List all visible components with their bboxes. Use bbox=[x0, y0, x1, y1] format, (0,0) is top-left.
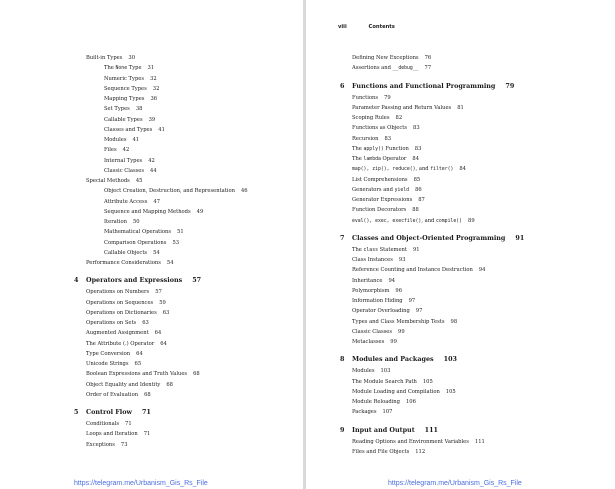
toc-entry bbox=[86, 308, 248, 318]
entry-title: Unicode Strings bbox=[86, 361, 129, 367]
entry-page-number: 68 bbox=[144, 391, 151, 398]
entry-title: Polymorphism bbox=[352, 287, 390, 294]
entry-page-number: 112 bbox=[415, 448, 426, 455]
entry-title: Classes and Object-Oriented Programming bbox=[352, 233, 506, 242]
toc-entry bbox=[352, 276, 524, 286]
entry-page-number: 105 bbox=[445, 388, 456, 395]
entry-page-number: 65 bbox=[134, 361, 142, 367]
entry-title: Mathematical Operations bbox=[104, 229, 172, 236]
toc-entry bbox=[86, 115, 248, 125]
toc-entry bbox=[352, 185, 524, 195]
entry-title: Modules bbox=[352, 368, 375, 375]
code-text: compile() bbox=[436, 218, 463, 224]
code-text: apply() bbox=[363, 146, 384, 152]
entry-page-number: 83 bbox=[413, 125, 420, 132]
entry-title: Classes and Types bbox=[104, 126, 153, 133]
entry-page-number: 54 bbox=[166, 260, 174, 266]
toc-entry bbox=[352, 327, 524, 337]
toc-entry bbox=[352, 113, 524, 123]
entry-title: Generators and bbox=[352, 186, 395, 193]
entry-page-number: 59 bbox=[159, 299, 166, 306]
entry-title: Statement bbox=[377, 246, 407, 253]
toc-entry bbox=[352, 387, 524, 397]
toc-entry bbox=[352, 134, 524, 144]
toc-entry bbox=[86, 390, 248, 400]
entry-page-number: 88 bbox=[412, 207, 419, 214]
toc-entry bbox=[86, 248, 248, 258]
entry-title: Special Methods bbox=[86, 178, 130, 184]
entry-page-number: 91 bbox=[412, 246, 420, 253]
toc-entry bbox=[86, 145, 248, 155]
toc-entry bbox=[86, 53, 248, 63]
entry-title: Built-in Types bbox=[86, 55, 123, 61]
entry-title: List Comprehensions bbox=[352, 176, 408, 183]
entry-title: Internal Types bbox=[104, 157, 143, 164]
left-page bbox=[0, 0, 303, 489]
entry-title: Files and File Objects bbox=[352, 448, 410, 455]
toc-entry bbox=[352, 407, 524, 417]
entry-title: Operations on Sequences bbox=[86, 299, 154, 306]
entry-page-number: 96 bbox=[395, 287, 403, 294]
entry-page-number: 54 bbox=[153, 249, 160, 256]
running-header bbox=[338, 24, 395, 30]
entry-page-number: 97 bbox=[408, 298, 416, 304]
entry-page-number: 91 bbox=[515, 233, 525, 242]
chapter-entry bbox=[340, 80, 524, 93]
toc-entry bbox=[86, 429, 248, 439]
entry-page-number: 76 bbox=[424, 55, 432, 61]
entry-title: The Module Search Path bbox=[352, 378, 417, 385]
entry-title: Exceptions bbox=[86, 441, 115, 448]
entry-page-number: 79 bbox=[384, 94, 391, 101]
entry-title: The bbox=[352, 246, 364, 253]
toc-entry bbox=[352, 337, 524, 347]
entry-page-number: 99 bbox=[398, 328, 405, 335]
toc-entry bbox=[352, 447, 524, 457]
header-title: Contents bbox=[368, 24, 395, 30]
entry-page-number: 39 bbox=[148, 116, 156, 123]
entry-page-number: 99 bbox=[390, 339, 397, 345]
entry-page-number: 83 bbox=[414, 145, 422, 152]
entry-page-number: 64 bbox=[154, 330, 162, 337]
entry-title: Generator Expressions bbox=[352, 197, 413, 203]
entry-title: Operations on Dictionaries bbox=[86, 309, 157, 316]
toc-entry bbox=[86, 359, 248, 369]
entry-page-number: 63 bbox=[162, 309, 170, 316]
entry-page-number: 63 bbox=[142, 320, 149, 326]
entry-title: Reference Counting and Instance Destruction bbox=[352, 267, 473, 274]
entry-page-number: 83 bbox=[384, 135, 392, 142]
entry-title: The Attribute (.) Operator bbox=[86, 340, 155, 347]
code-text: __debug__ bbox=[392, 66, 419, 72]
chapter-number: 8 bbox=[340, 355, 345, 364]
entry-page-number: 82 bbox=[395, 115, 403, 121]
code-text: yield bbox=[394, 187, 410, 193]
chapter-entry bbox=[74, 406, 248, 419]
entry-title: Reading Options and Environment Variables bbox=[352, 438, 469, 445]
toc-entry bbox=[86, 176, 248, 186]
entry-page-number: 71 bbox=[125, 421, 132, 427]
entry-title: Files bbox=[104, 147, 117, 154]
entry-title: Recursion bbox=[352, 135, 379, 142]
toc-entry bbox=[86, 440, 248, 450]
toc-entry bbox=[352, 255, 524, 265]
toc-entry bbox=[86, 197, 248, 207]
toc-entry bbox=[352, 205, 524, 215]
chapter-entry bbox=[340, 424, 524, 437]
toc-entry bbox=[86, 217, 248, 227]
entry-page-number: 73 bbox=[120, 441, 128, 448]
entry-title: Callable Types bbox=[104, 116, 143, 123]
entry-page-number: 47 bbox=[153, 198, 160, 205]
entry-page-number: 71 bbox=[143, 431, 151, 438]
toc-entry bbox=[86, 287, 248, 297]
code-text: filter() bbox=[430, 167, 454, 173]
chapter-entry bbox=[340, 353, 524, 366]
toc-entry bbox=[86, 104, 248, 114]
toc-entry bbox=[352, 216, 524, 226]
entry-title: Type Conversion bbox=[86, 350, 131, 357]
entry-page-number: 32 bbox=[150, 75, 157, 82]
toc-entry bbox=[352, 154, 524, 164]
chapter-number: 9 bbox=[340, 425, 345, 434]
entry-page-number: 89 bbox=[468, 217, 475, 224]
toc-list bbox=[74, 53, 248, 450]
toc-entry bbox=[352, 123, 524, 133]
entry-title: The bbox=[352, 156, 364, 162]
toc-entry bbox=[86, 166, 248, 176]
entry-title: Set Types bbox=[104, 106, 130, 113]
entry-title: Defining New Exceptions bbox=[352, 55, 419, 61]
watermark-link[interactable]: https://telegram.me/Urbanism_Gis_Rs_File bbox=[74, 480, 208, 487]
page-number: viii bbox=[338, 24, 347, 30]
entry-title: Modules and Packages bbox=[352, 355, 434, 364]
entry-page-number: 30 bbox=[128, 55, 136, 61]
entry-page-number: 98 bbox=[450, 318, 458, 325]
entry-title: Callable Objects bbox=[104, 249, 148, 256]
toc-entry bbox=[86, 125, 248, 135]
toc-entry bbox=[352, 93, 524, 103]
code-text: map(), zip(), reduce() bbox=[352, 167, 416, 173]
entry-page-number: 31 bbox=[147, 65, 155, 72]
toc-entry bbox=[352, 317, 524, 327]
chapter-entry bbox=[340, 232, 525, 245]
entry-title: Attribute Access bbox=[104, 198, 148, 205]
toc-entry bbox=[352, 306, 524, 316]
toc-entry bbox=[86, 94, 248, 104]
toc-entry bbox=[86, 207, 248, 217]
toc-entry bbox=[352, 144, 524, 154]
toc-entry bbox=[352, 296, 524, 306]
entry-page-number: 44 bbox=[150, 167, 157, 174]
toc-entry bbox=[86, 186, 248, 196]
entry-title: Augmented Assignment bbox=[86, 330, 149, 337]
entry-title: Conditionals bbox=[86, 421, 120, 427]
entry-page-number: 85 bbox=[413, 176, 421, 183]
entry-page-number: 71 bbox=[141, 408, 151, 416]
entry-page-number: 106 bbox=[405, 399, 416, 405]
chapter-number: 4 bbox=[74, 276, 79, 285]
entry-title: Module Loading and Compilation bbox=[352, 388, 440, 395]
chapter-number: 5 bbox=[74, 408, 79, 416]
toc-entry bbox=[86, 328, 248, 338]
entry-title: Order of Evaluation bbox=[86, 391, 139, 398]
entry-page-number: 64 bbox=[160, 340, 167, 347]
toc-entry bbox=[86, 298, 248, 308]
toc-entry bbox=[86, 135, 248, 145]
code-text: lambda bbox=[363, 157, 381, 162]
entry-title: Classic Classes bbox=[352, 328, 393, 335]
entry-title: Function bbox=[383, 145, 409, 152]
entry-title: Metaclasses bbox=[352, 339, 385, 345]
entry-page-number: 41 bbox=[158, 126, 165, 133]
entry-page-number: 93 bbox=[398, 257, 406, 263]
toc-entry bbox=[352, 63, 524, 73]
entry-page-number: 45 bbox=[135, 178, 143, 184]
toc-entry bbox=[86, 380, 248, 390]
entry-title: Numeric Types bbox=[104, 75, 145, 82]
entry-page-number: 103 bbox=[443, 355, 457, 364]
entry-title: Control Flow bbox=[86, 408, 132, 416]
entry-title: Operators and Expressions bbox=[86, 276, 183, 285]
toc-entry bbox=[86, 238, 248, 248]
toc-entry bbox=[86, 156, 248, 166]
toc-list bbox=[340, 53, 525, 457]
toc-entry bbox=[86, 227, 248, 237]
toc-entry bbox=[86, 258, 248, 268]
entry-page-number: 111 bbox=[474, 438, 485, 445]
toc-entry bbox=[352, 103, 524, 113]
entry-title: Operator Overloading bbox=[352, 308, 410, 315]
entry-page-number: 64 bbox=[136, 350, 143, 357]
entry-page-number: 103 bbox=[380, 368, 391, 375]
entry-title: Operator bbox=[380, 156, 407, 162]
entry-title: Operations on Numbers bbox=[86, 289, 150, 296]
chapter-number: 6 bbox=[340, 81, 345, 90]
entry-title: The bbox=[352, 145, 364, 152]
entry-title: Functions as Objects bbox=[352, 125, 408, 132]
entry-page-number: 77 bbox=[424, 65, 432, 72]
entry-page-number: 53 bbox=[172, 239, 180, 246]
entry-title: Class Instances bbox=[352, 257, 393, 263]
toc-entry bbox=[86, 369, 248, 379]
entry-title: Modules bbox=[104, 137, 127, 143]
entry-title: Assertions and bbox=[352, 65, 393, 72]
code-text: class bbox=[363, 247, 378, 253]
toc-entry bbox=[352, 397, 524, 407]
toc-entry bbox=[352, 366, 524, 376]
code-text: eval(), exec, execfile() bbox=[352, 218, 422, 224]
entry-title: Packages bbox=[352, 409, 377, 416]
entry-page-number: 94 bbox=[478, 267, 486, 274]
code-text: None bbox=[115, 66, 128, 72]
toc-entry bbox=[352, 164, 524, 174]
entry-title: Performance Considerations bbox=[86, 260, 161, 266]
toc-entry bbox=[352, 265, 524, 275]
entry-page-number: 49 bbox=[196, 208, 204, 215]
entry-title: Input and Output bbox=[352, 425, 415, 434]
entry-title: Classic Classes bbox=[104, 167, 145, 174]
entry-page-number: 87 bbox=[418, 197, 425, 203]
chapter-entry bbox=[74, 274, 248, 287]
entry-title: Sequence and Mapping Methods bbox=[104, 208, 191, 215]
entry-title: Functions and Functional Programming bbox=[352, 81, 496, 90]
toc-entry bbox=[352, 53, 524, 63]
toc-entry bbox=[86, 349, 248, 359]
entry-title: , and bbox=[415, 166, 431, 173]
entry-page-number: 51 bbox=[177, 229, 184, 236]
toc-entry bbox=[352, 195, 524, 205]
toc-entry bbox=[86, 74, 248, 84]
entry-page-number: 84 bbox=[459, 166, 466, 173]
entry-title: Operations on Sets bbox=[86, 320, 137, 326]
entry-page-number: 50 bbox=[132, 219, 140, 225]
entry-title: Scoping Rules bbox=[352, 115, 390, 121]
entry-title: Type bbox=[127, 65, 142, 72]
entry-title: Inheritance bbox=[352, 277, 383, 284]
toc-entry bbox=[86, 339, 248, 349]
entry-page-number: 42 bbox=[148, 157, 155, 164]
entry-page-number: 57 bbox=[192, 276, 202, 285]
toc-entry bbox=[352, 175, 524, 185]
entry-title: Parameter Passing and Return Values bbox=[352, 104, 452, 111]
entry-page-number: 94 bbox=[388, 277, 396, 284]
entry-title: Functions bbox=[352, 94, 379, 101]
entry-title: The bbox=[104, 65, 116, 72]
entry-page-number: 79 bbox=[505, 81, 515, 90]
entry-title: Boolean Expressions and Truth Values bbox=[86, 371, 188, 378]
entry-page-number: 86 bbox=[415, 186, 422, 193]
toc-entry bbox=[352, 377, 524, 387]
entry-page-number: 81 bbox=[457, 104, 464, 111]
entry-title: Loops and Iteration bbox=[86, 431, 138, 438]
right-page bbox=[306, 0, 615, 489]
entry-page-number: 105 bbox=[422, 378, 433, 385]
toc-entry bbox=[86, 318, 248, 328]
toc-entry bbox=[352, 286, 524, 296]
entry-title: Module Reloading bbox=[352, 399, 400, 405]
entry-title: , and bbox=[421, 217, 437, 224]
entry-page-number: 68 bbox=[166, 381, 173, 388]
watermark-link[interactable]: https://telegram.me/Urbanism_Gis_Rs_File bbox=[388, 480, 522, 487]
entry-title: Mapping Types bbox=[104, 96, 145, 102]
toc-entry bbox=[352, 437, 524, 447]
entry-title: Function Decorators bbox=[352, 207, 407, 214]
entry-title: Comparison Operations bbox=[104, 239, 167, 246]
entry-title: Object Creation, Destruction, and Representation bbox=[104, 188, 235, 195]
entry-page-number: 32 bbox=[152, 85, 160, 92]
entry-page-number: 38 bbox=[135, 106, 143, 113]
chapter-number: 7 bbox=[340, 233, 345, 242]
entry-page-number: 68 bbox=[193, 371, 200, 378]
entry-page-number: 41 bbox=[132, 137, 140, 143]
entry-page-number: 84 bbox=[412, 156, 420, 162]
entry-page-number: 97 bbox=[415, 308, 423, 315]
toc-entry bbox=[86, 84, 248, 94]
entry-title: Object Equality and Identity bbox=[86, 381, 161, 388]
entry-title: Sequence Types bbox=[104, 85, 147, 92]
entry-page-number: 111 bbox=[424, 425, 438, 434]
entry-title: Information Hiding bbox=[352, 298, 403, 304]
entry-page-number: 57 bbox=[155, 289, 162, 296]
toc-entry bbox=[352, 245, 524, 255]
entry-page-number: 107 bbox=[382, 409, 393, 416]
toc-entry bbox=[86, 63, 248, 73]
entry-title: Types and Class Membership Tests bbox=[352, 318, 445, 325]
toc-entry bbox=[86, 419, 248, 429]
entry-title: Iteration bbox=[104, 219, 127, 225]
entry-page-number: 36 bbox=[150, 96, 158, 102]
entry-page-number: 42 bbox=[122, 147, 130, 154]
entry-page-number: 46 bbox=[240, 188, 248, 195]
